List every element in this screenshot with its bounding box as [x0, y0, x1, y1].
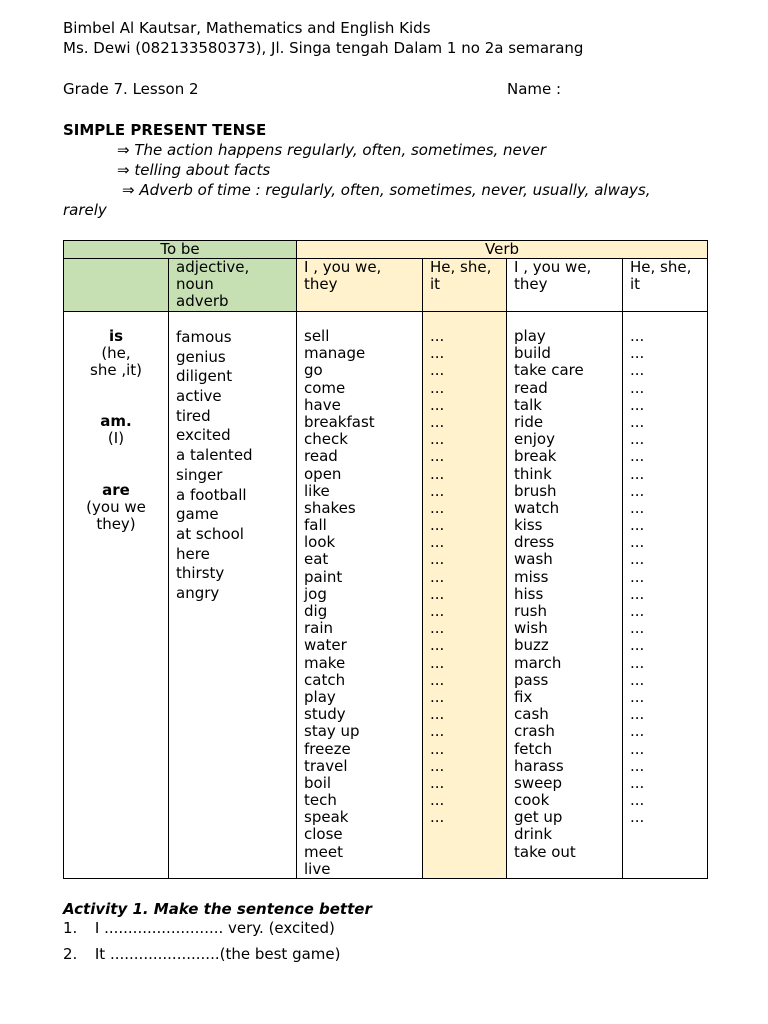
adjective-item: a football — [176, 485, 247, 504]
adjective-column — [169, 312, 297, 879]
tobe-header: To be — [64, 241, 297, 259]
verb2-blank: ... — [630, 670, 645, 689]
verb2-blank: ... — [630, 636, 645, 655]
bullet-regular: ⇒ The action happens regularly, often, sometimes, never — [117, 141, 547, 159]
activity-item-2 — [63, 944, 340, 964]
tobe-are-subject: (you we they) — [86, 498, 146, 533]
teacher-contact: Ms. Dewi (082133580373), Jl. Singa tengah Dalam 1 no 2a semarang — [63, 39, 584, 57]
adjective-item: diligent — [176, 367, 233, 386]
verb2-item: ride — [514, 412, 544, 431]
verb2-blank: ... — [630, 619, 645, 638]
verb1-blank: ... — [430, 327, 445, 345]
adjective-item: excited — [176, 426, 231, 445]
verb2-blank: ... — [630, 516, 645, 535]
verb2-blank: ... — [630, 481, 645, 500]
tobe-are: are — [102, 481, 130, 499]
adjective-item: genius — [176, 347, 226, 366]
verb2-blank: ... — [630, 550, 645, 569]
tobe-column — [64, 312, 169, 879]
verb1-item: dig — [304, 602, 328, 620]
verb2-item: cook — [514, 791, 550, 810]
verb2-blank: ... — [630, 567, 645, 586]
verb1-item: live — [304, 859, 331, 878]
tobe-is: is — [108, 327, 124, 345]
verb1-item: meet — [304, 842, 343, 861]
verb1-item: look — [304, 533, 336, 552]
verb1-blank: ... — [430, 756, 445, 775]
activity-item-2-num: 2. — [63, 945, 78, 963]
verb1-blank: ... — [430, 584, 445, 603]
verb1-blank: ... — [430, 739, 445, 758]
verb2-item: hiss — [514, 584, 544, 603]
verb2-item: dress — [514, 533, 555, 552]
verb2-blank: ... — [630, 773, 645, 792]
verb1-blank-list — [430, 328, 506, 826]
verb1-item: go — [304, 361, 323, 380]
verb1-blank: ... — [430, 808, 445, 827]
verb1-list — [304, 328, 422, 878]
verb2-item: fetch — [514, 739, 553, 758]
verb1-item: read — [304, 447, 338, 466]
verb2-item: miss — [514, 567, 549, 586]
verb1-blank: ... — [430, 395, 445, 414]
verb1-item: eat — [304, 550, 329, 569]
verb1-item: tech — [304, 791, 337, 810]
section-title: SIMPLE PRESENT TENSE — [63, 121, 267, 139]
verb1-item: water — [304, 636, 347, 655]
activity-title: Activity 1. Make the sentence better — [63, 900, 372, 918]
adjective-item: at school — [176, 524, 244, 543]
adjective-item: angry — [176, 583, 220, 602]
activity-item-1-num: 1. — [63, 919, 78, 937]
verb2-item: read — [514, 378, 548, 397]
adjective-item: a talented — [176, 446, 253, 465]
verb1-item: shakes — [304, 498, 356, 517]
adjective-item: famous — [176, 328, 232, 346]
verb1-item: like — [304, 481, 330, 500]
verb1-blank: ... — [430, 619, 445, 638]
verb1-blank: ... — [430, 533, 445, 552]
verb-header: Verb — [297, 241, 708, 259]
verb2-blank: ... — [630, 430, 645, 449]
verb2-item: pass — [514, 670, 549, 689]
verb1-blank: ... — [430, 447, 445, 466]
verb2-item: watch — [514, 498, 560, 517]
verb1-item: catch — [304, 670, 346, 689]
adjective-item: active — [176, 387, 222, 406]
verb2-item: build — [514, 344, 551, 363]
verb2-blank: ... — [630, 395, 645, 414]
verb1-blank: ... — [430, 464, 445, 483]
activity-item-2-text: It .......................(the best game) — [94, 945, 341, 963]
verb2-blank: ... — [630, 344, 645, 363]
verb1-item: close — [304, 825, 343, 844]
verb2-list — [514, 328, 622, 861]
verb2-item: sweep — [514, 773, 563, 792]
adjective-item: tired — [176, 406, 211, 425]
verb1-blank: ... — [430, 722, 445, 741]
verb2-item: enjoy — [514, 430, 555, 449]
verb1-blank: ... — [430, 498, 445, 517]
verb2-blank: ... — [630, 412, 645, 431]
verb1-blank: ... — [430, 481, 445, 500]
verb2-blank-list — [630, 328, 707, 826]
verb2-he-header: He, she, it — [623, 259, 708, 312]
verb2-item: cash — [514, 705, 549, 724]
verb2-item: wash — [514, 550, 553, 569]
tobe-am-subject: (I) — [107, 429, 125, 447]
verb1-item: open — [304, 464, 342, 483]
verb2-blank: ... — [630, 584, 645, 603]
verb2-blank: ... — [630, 705, 645, 724]
verb2-item: crash — [514, 722, 555, 741]
verb2-blank: ... — [630, 447, 645, 466]
verb1-blank: ... — [430, 602, 445, 620]
verb2-item: play — [514, 327, 546, 345]
adj-header: adjective, noun adverb — [169, 259, 297, 312]
verb2-item: harass — [514, 756, 564, 775]
adjective-list — [176, 328, 296, 604]
verb2-item: think — [514, 464, 552, 483]
verb2-blank: ... — [630, 653, 645, 672]
verb1-item: sell — [304, 327, 330, 345]
verb1-subject-header: I , you we, they — [297, 259, 423, 312]
verb1-blank: ... — [430, 361, 445, 380]
verb2-blank: ... — [630, 378, 645, 397]
verb2-blank: ... — [630, 533, 645, 552]
verb1-blank: ... — [430, 344, 445, 363]
verb1-item: manage — [304, 344, 366, 363]
adjective-item: singer — [176, 465, 223, 484]
verb1-item: boil — [304, 773, 332, 792]
verb1-item: speak — [304, 808, 349, 827]
word-table — [63, 240, 708, 879]
verb1-column — [297, 312, 423, 879]
verb1-blank: ... — [430, 550, 445, 569]
verb2-blank-column — [623, 312, 708, 879]
verb1-blank: ... — [430, 773, 445, 792]
verb1-blank: ... — [430, 516, 445, 535]
verb2-blank: ... — [630, 464, 645, 483]
verb1-item: jog — [304, 584, 327, 603]
verb1-blank: ... — [430, 705, 445, 724]
tobe-subheader-blank — [64, 259, 169, 312]
verb2-item: brush — [514, 481, 557, 500]
verb2-blank: ... — [630, 361, 645, 380]
verb2-blank: ... — [630, 808, 645, 827]
activity-item-1-text: I ......................... very. (excited) — [94, 919, 335, 937]
verb2-blank: ... — [630, 602, 645, 620]
verb2-item: fix — [514, 687, 533, 706]
verb1-blank: ... — [430, 430, 445, 449]
verb2-blank: ... — [630, 498, 645, 517]
verb2-item: rush — [514, 602, 547, 620]
adjective-item: here — [176, 544, 210, 563]
verb2-item: drink — [514, 825, 553, 844]
bullet-facts: ⇒ telling about facts — [117, 161, 271, 179]
verb1-blank: ... — [430, 412, 445, 431]
verb1-item: check — [304, 430, 348, 449]
school-name: Bimbel Al Kautsar, Mathematics and English Kids — [63, 19, 431, 37]
verb1-item: fall — [304, 516, 327, 535]
verb1-item: have — [304, 395, 341, 414]
verb2-item: march — [514, 653, 562, 672]
adjective-item: game — [176, 505, 219, 524]
adjective-item: thirsty — [176, 564, 225, 583]
verb1-item: rain — [304, 619, 334, 638]
verb2-blank: ... — [630, 722, 645, 741]
verb2-item: buzz — [514, 636, 549, 655]
verb2-blank: ... — [630, 327, 645, 345]
tobe-am: am. — [100, 412, 132, 430]
name-label: Name : — [507, 80, 562, 98]
verb2-item: kiss — [514, 516, 543, 535]
verb1-blank: ... — [430, 791, 445, 810]
verb1-blank: ... — [430, 687, 445, 706]
bullet-adverb-cont: rarely — [63, 201, 107, 219]
verb2-item: take out — [514, 842, 576, 861]
verb2-blank: ... — [630, 756, 645, 775]
verb1-item: freeze — [304, 739, 351, 758]
verb2-blank: ... — [630, 739, 645, 758]
verb1-item: travel — [304, 756, 348, 775]
verb1-item: come — [304, 378, 346, 397]
tobe-is-subject: (he, she ,it) — [90, 344, 142, 379]
verb2-column — [507, 312, 623, 879]
verb1-blank: ... — [430, 378, 445, 397]
verb2-blank: ... — [630, 791, 645, 810]
verb2-subject-header: I , you we, they — [507, 259, 623, 312]
verb2-item: talk — [514, 395, 542, 414]
verb2-item: break — [514, 447, 557, 466]
verb1-item: make — [304, 653, 346, 672]
activity-item-1 — [63, 918, 335, 938]
verb2-item: get up — [514, 808, 563, 827]
verb1-item: play — [304, 687, 336, 706]
verb1-blank: ... — [430, 636, 445, 655]
verb1-blank: ... — [430, 567, 445, 586]
verb1-blank: ... — [430, 653, 445, 672]
verb1-blank: ... — [430, 670, 445, 689]
verb1-blank-column — [423, 312, 507, 879]
verb1-he-header: He, she, it — [423, 259, 507, 312]
verb2-item: wish — [514, 619, 548, 638]
bullet-adverb: ⇒ Adverb of time : regularly, often, sometimes, never, usually, always, — [122, 181, 651, 199]
grade-lesson: Grade 7. Lesson 2 — [63, 80, 199, 98]
verb1-item: paint — [304, 567, 343, 586]
verb1-item: study — [304, 705, 346, 724]
verb1-item: breakfast — [304, 412, 375, 431]
verb2-blank: ... — [630, 687, 645, 706]
verb1-item: stay up — [304, 722, 360, 741]
verb2-item: take care — [514, 361, 584, 380]
